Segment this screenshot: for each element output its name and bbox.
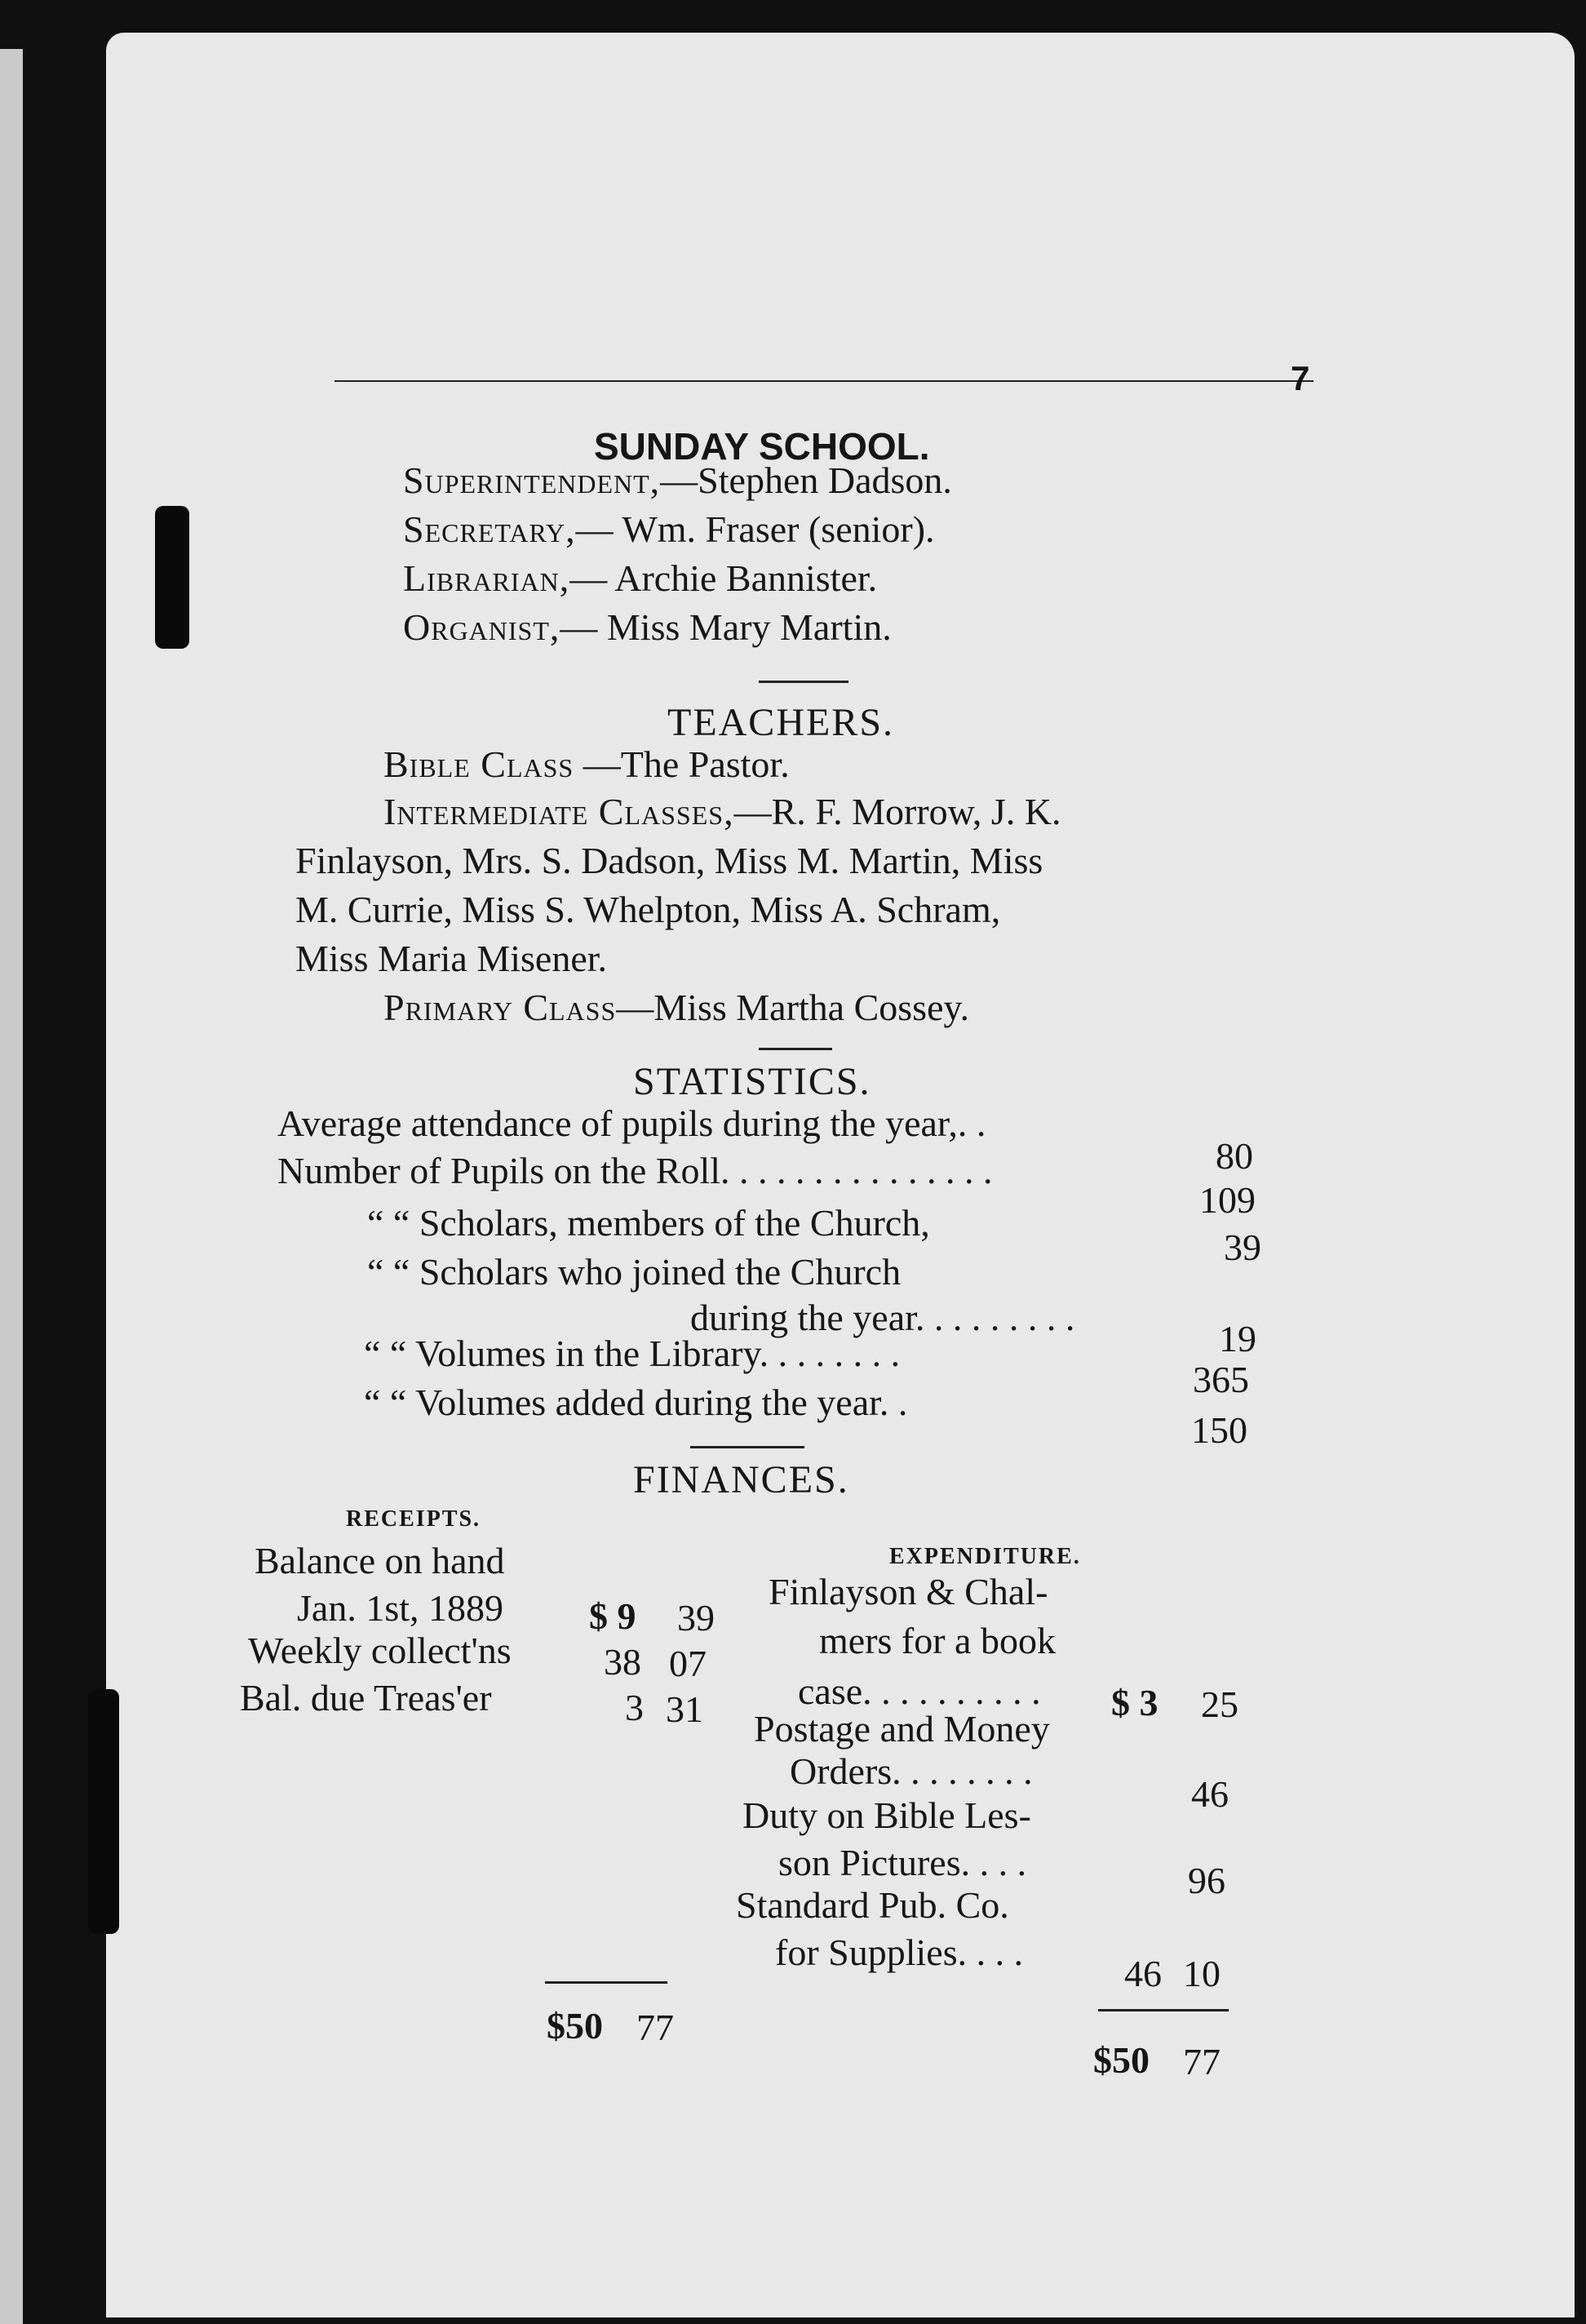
bible-class-line: [383, 743, 790, 785]
stat-row: “ “ Volumes added during the year. .: [364, 1382, 908, 1423]
expenditure-row: Duty on Bible Les-: [742, 1794, 1031, 1836]
officer-name: — Archie Bannister.: [569, 557, 878, 599]
section-divider: [690, 1446, 804, 1448]
page-number: 7: [1291, 359, 1310, 397]
intermediate-label: Intermediate Classes,: [383, 791, 734, 832]
sunday-school-heading: SUNDAY SCHOOL.: [594, 425, 930, 468]
stat-row: “ “ Volumes in the Library. . . . . . . .: [364, 1333, 901, 1374]
stat-value: 39: [1224, 1226, 1261, 1268]
officer-name: — Miss Mary Martin.: [560, 606, 892, 648]
receipts-total-cents: 77: [636, 2007, 674, 2048]
receipt-row: Jan. 1st, 1889: [297, 1587, 503, 1629]
officer-organist: [403, 606, 892, 648]
bible-class-label: Bible Class: [383, 743, 574, 785]
receipt-dollars: 38: [604, 1641, 641, 1683]
officer-role: Librarian,: [403, 557, 570, 599]
header-rule: [334, 380, 1314, 382]
expenditure-total-dollars: $50: [1093, 2039, 1150, 2081]
expenditure-cents: 46: [1191, 1773, 1229, 1815]
receipt-dollars: 3: [625, 1687, 644, 1728]
intermediate-value: —R. F. Morrow, J. K.: [733, 791, 1061, 832]
primary-class-value: —Miss Martha Cossey.: [616, 987, 969, 1028]
expenditure-cents: 96: [1188, 1860, 1225, 1901]
stat-value: 80: [1216, 1135, 1253, 1177]
receipt-row: Weekly collect'ns: [248, 1630, 512, 1671]
intermediate-line-1: [383, 793, 1061, 831]
officer-name: — Wm. Fraser (senior).: [575, 508, 935, 550]
officer-name: —Stephen Dadson.: [660, 459, 952, 501]
officer-superintendent: [403, 459, 952, 501]
intermediate-line-4: Miss Maria Misener.: [295, 938, 608, 979]
primary-class-line: [383, 989, 969, 1027]
expenditure-row: Postage and Money: [754, 1708, 1050, 1750]
stat-row: Average attendance of pupils during the year,. .: [277, 1102, 986, 1144]
intermediate-line-3: M. Currie, Miss S. Whelpton, Miss A. Schram,: [295, 889, 1001, 930]
expenditure-row: mers for a book: [819, 1620, 1056, 1661]
stat-value: 365: [1193, 1359, 1249, 1400]
stat-value: 109: [1199, 1179, 1256, 1221]
officer-role: Organist,: [403, 606, 560, 648]
receipts-total-rule: [545, 1981, 667, 1984]
receipts-total-dollars: $50: [547, 2005, 603, 2047]
binding-mark-bottom: [88, 1689, 119, 1934]
teachers-heading: TEACHERS.: [667, 701, 895, 744]
expenditure-row: for Supplies. . . .: [775, 1931, 1024, 1973]
stat-value: 19: [1219, 1318, 1256, 1359]
officer-role: Superintendent,: [403, 459, 661, 501]
adjacent-page-edge: [0, 49, 23, 2324]
finances-heading: FINANCES.: [633, 1458, 849, 1501]
stat-row: during the year. . . . . . . . .: [690, 1297, 1075, 1338]
section-divider: [759, 681, 848, 683]
expenditure-row: Finlayson & Chal-: [769, 1571, 1048, 1612]
statistics-heading: STATISTICS.: [633, 1060, 871, 1103]
receipt-row: Balance on hand: [255, 1540, 505, 1581]
bible-class-value: —The Pastor.: [583, 743, 790, 785]
section-divider: [759, 1048, 832, 1050]
intermediate-line-2: Finlayson, Mrs. S. Dadson, Miss M. Martin, Miss: [295, 840, 1043, 881]
expenditure-cents: 25: [1201, 1683, 1238, 1725]
stat-row: “ “ Scholars, members of the Church,: [367, 1202, 930, 1244]
expenditure-row: Orders. . . . . . . .: [790, 1750, 1033, 1792]
primary-class-label: Primary Class: [383, 987, 617, 1028]
receipt-cents: 39: [677, 1597, 715, 1639]
binding-mark-top: [155, 506, 189, 649]
expenditure-row: son Pictures. . . .: [778, 1842, 1027, 1883]
receipts-label: RECEIPTS.: [346, 1506, 481, 1532]
expenditure-row: case. . . . . . . . . .: [798, 1670, 1041, 1712]
receipt-cents: 07: [669, 1643, 707, 1684]
receipt-dollars: $ 9: [589, 1595, 636, 1637]
expenditure-cents: 10: [1183, 1953, 1221, 1994]
expenditure-total-cents: 77: [1183, 2041, 1221, 2082]
expenditure-row: Standard Pub. Co.: [736, 1884, 1009, 1926]
expenditure-label: EXPENDITURE.: [889, 1544, 1081, 1569]
receipt-cents: 31: [666, 1688, 703, 1730]
receipt-row: Bal. due Treas'er: [240, 1677, 492, 1719]
expenditure-total-rule: [1098, 2009, 1229, 2011]
stat-row: “ “ Scholars who joined the Church: [367, 1251, 902, 1293]
officer-secretary: [403, 508, 935, 550]
expenditure-dollars: 46: [1124, 1953, 1162, 1994]
officer-role: Secretary,: [403, 508, 576, 550]
expenditure-dollars: $ 3: [1111, 1682, 1158, 1723]
officer-librarian: [403, 557, 878, 599]
stat-row: Number of Pupils on the Roll. . . . . . . . . . . . . . .: [277, 1150, 993, 1191]
stat-value: 150: [1191, 1409, 1247, 1451]
